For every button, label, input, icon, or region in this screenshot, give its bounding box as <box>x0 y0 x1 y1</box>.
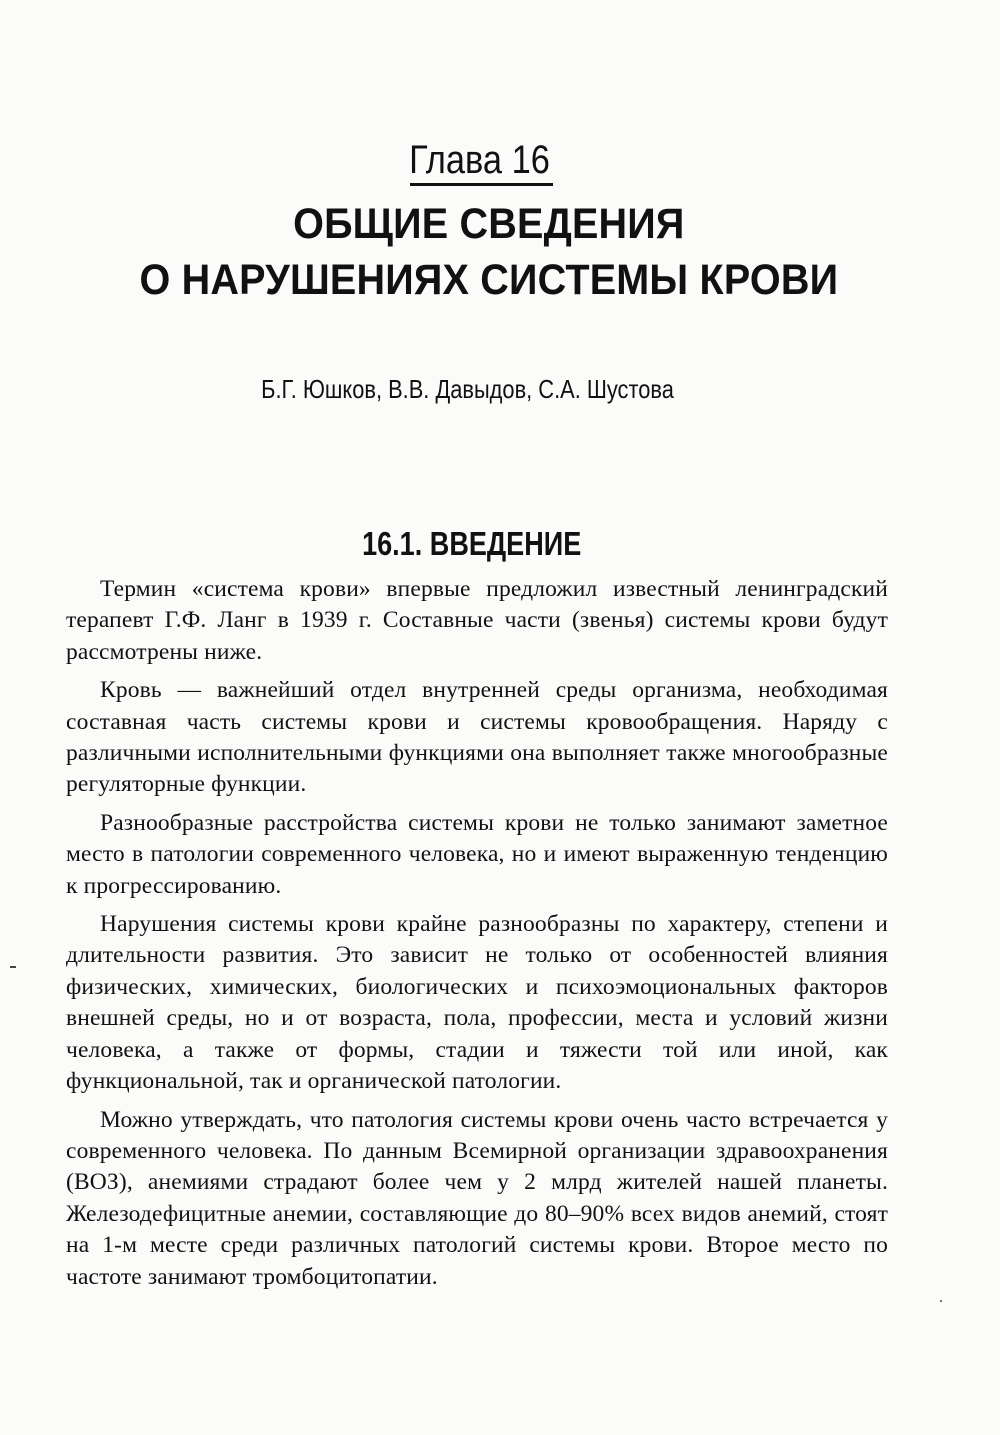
chapter-authors: Б.Г. Юшков, В.В. Давыдов, С.А. Шустова <box>261 374 674 404</box>
paragraph-5: Можно утверждать, что патология системы крови очень часто встречается у современного человека. По данным Всемирной организации здравоохранения (ВОЗ), анемиями страдают более чем у 2 млрд жителей нашей планеты. Железодефицитные анемии, составляющие до 80–90% всех видов анемий, стоят на 1-м месте среди различных патологий системы крови. Второе место по частоте занимают тромбоцитопатии. <box>66 1106 888 1290</box>
paragraph-4: Нарушения системы крови крайне разнообразны по характеру, степени и длительности развития. Это зависит не только от особенностей влияния физических, химических, биологических и психоэмоциональных факторов внешней среды, но и от возраста, пола, профессии, места и условий жизни человека, а также от формы, стадии и тяжести той или иной, как функциональной, так и органической патологии. <box>66 911 888 1095</box>
section-body <box>66 574 888 1300</box>
chapter-title-line-1: ОБЩИЕ СВЕДЕНИЯ <box>293 200 685 248</box>
chapter-label: Глава 16 <box>409 138 550 182</box>
chapter-title-line-2: О НАРУШЕНИЯХ СИСТЕМЫ КРОВИ <box>139 256 839 304</box>
paragraph-3: Разнообразные расстройства системы крови не только занимают заметное место в патологии современного человека, но и имеют выраженную тенденцию к прогрессированию. <box>66 809 888 899</box>
paragraph-1: Термин «система крови» впервые предложил известный ленинградский терапевт Г.Ф. Ланг в 1939 г. Составные части (звенья) системы крови будут рассмотрены ниже. <box>66 576 888 665</box>
chapter-title <box>0 196 1000 308</box>
chapter-label-underline <box>410 183 553 186</box>
section-heading: 16.1. ВВЕДЕНИЕ <box>362 525 582 562</box>
scan-speck <box>940 1300 942 1302</box>
paragraph-2: Кровь — важнейший отдел внутренней среды организма, необходимая составная часть системы крови и системы кровообращения. Наряду с различными исполнительными функциями она выполняет также многообразные регуляторные функции. <box>66 677 888 798</box>
scan-speck <box>10 966 16 968</box>
